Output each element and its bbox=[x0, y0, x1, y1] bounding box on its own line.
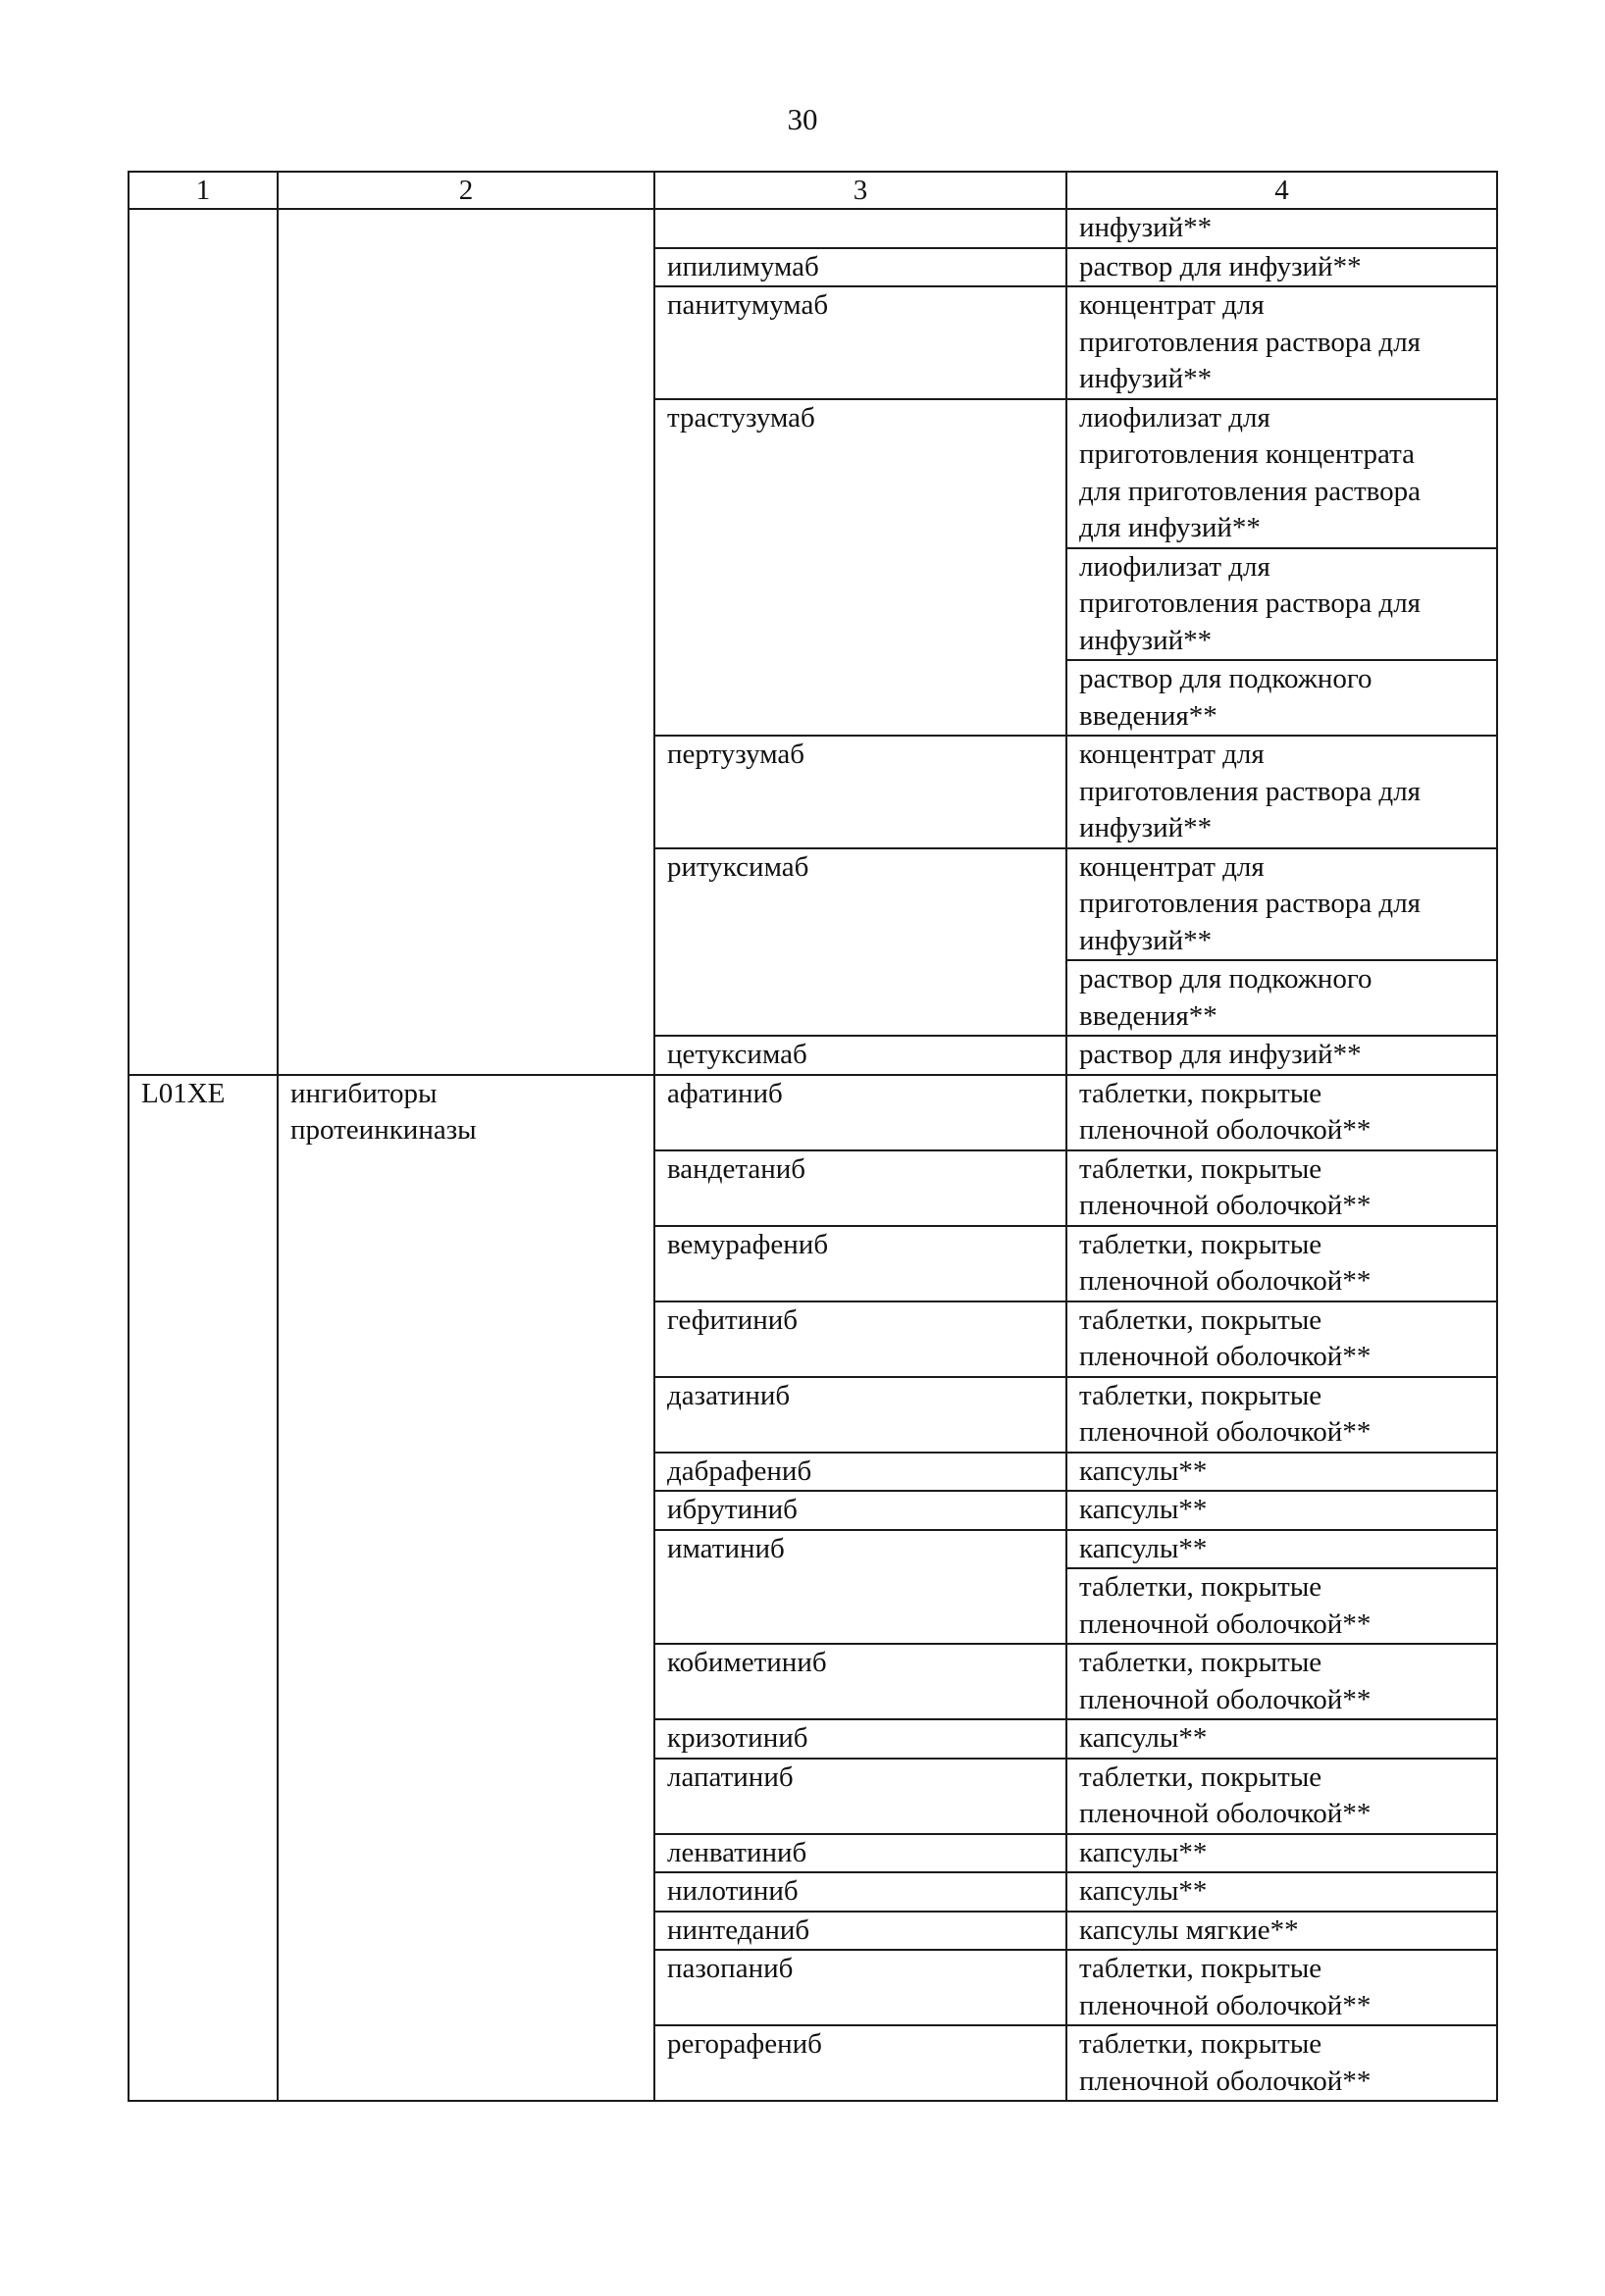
dosage-form-cell: раствор для инфузий** bbox=[1066, 1036, 1497, 1075]
dosage-form-cell: таблетки, покрытые пленочной оболочкой** bbox=[1066, 1377, 1497, 1453]
dosage-form-cell: капсулы** bbox=[1066, 1719, 1497, 1759]
table-row bbox=[129, 1075, 1497, 1150]
atc-code-cell: L01XE bbox=[129, 1075, 278, 2102]
group-name-cell bbox=[278, 209, 654, 1075]
drug-name-cell: кризотиниб bbox=[654, 1719, 1066, 1759]
dosage-form-cell: таблетки, покрытые пленочной оболочкой** bbox=[1066, 1226, 1497, 1301]
atc-code-cell bbox=[129, 209, 278, 1075]
drug-table-body bbox=[129, 172, 1497, 2101]
dosage-form-cell: раствор для инфузий** bbox=[1066, 248, 1497, 287]
table-row bbox=[129, 209, 1497, 248]
dosage-form-cell: таблетки, покрытые пленочной оболочкой** bbox=[1066, 1075, 1497, 1150]
drug-name-cell: пертузумаб bbox=[654, 736, 1066, 848]
dosage-form-cell: таблетки, покрытые пленочной оболочкой** bbox=[1066, 1150, 1497, 1226]
dosage-form-cell: капсулы** bbox=[1066, 1491, 1497, 1530]
dosage-form-cell: концентрат для приготовления раствора для инфузий** bbox=[1066, 848, 1497, 961]
drug-name-cell: гефитиниб bbox=[654, 1301, 1066, 1377]
drug-name-cell: нинтеданиб bbox=[654, 1912, 1066, 1951]
dosage-form-cell: таблетки, покрытые пленочной оболочкой** bbox=[1066, 1759, 1497, 1834]
page-number: 30 bbox=[787, 102, 818, 136]
drug-table bbox=[128, 171, 1498, 2102]
dosage-form-cell: капсулы мягкие** bbox=[1066, 1912, 1497, 1951]
drug-name-cell: вемурафениб bbox=[654, 1226, 1066, 1301]
drug-name-cell: трастузумаб bbox=[654, 399, 1066, 737]
dosage-form-cell: таблетки, покрытые пленочной оболочкой** bbox=[1066, 1568, 1497, 1644]
header-cell-2: 2 bbox=[278, 172, 654, 209]
header-cell-1: 1 bbox=[129, 172, 278, 209]
dosage-form-cell: капсулы** bbox=[1066, 1834, 1497, 1873]
group-name-cell: ингибиторы протеинкиназы bbox=[278, 1075, 654, 2102]
drug-name-cell: ритуксимаб bbox=[654, 848, 1066, 1037]
dosage-form-cell: лиофилизат для приготовления раствора для инфузий** bbox=[1066, 548, 1497, 661]
drug-name-cell: ибрутиниб bbox=[654, 1491, 1066, 1530]
dosage-form-cell: инфузий** bbox=[1066, 209, 1497, 248]
drug-name-cell: регорафениб bbox=[654, 2025, 1066, 2101]
drug-name-cell: нилотиниб bbox=[654, 1872, 1066, 1912]
dosage-form-cell: капсулы** bbox=[1066, 1453, 1497, 1492]
drug-name-cell: иматиниб bbox=[654, 1530, 1066, 1645]
dosage-form-cell: таблетки, покрытые пленочной оболочкой** bbox=[1066, 1950, 1497, 2025]
dosage-form-cell: капсулы** bbox=[1066, 1530, 1497, 1569]
dosage-form-cell: лиофилизат для приготовления концентрата для приготовления раствора для инфузий** bbox=[1066, 399, 1497, 548]
dosage-form-cell: таблетки, покрытые пленочной оболочкой** bbox=[1066, 1644, 1497, 1719]
header-cell-4: 4 bbox=[1066, 172, 1497, 209]
drug-name-cell: пазопаниб bbox=[654, 1950, 1066, 2025]
dosage-form-cell: раствор для подкожного введения** bbox=[1066, 660, 1497, 736]
drug-name-cell: лапатиниб bbox=[654, 1759, 1066, 1834]
drug-name-cell: ипилимумаб bbox=[654, 248, 1066, 287]
drug-name-cell: панитумумаб bbox=[654, 286, 1066, 399]
drug-name-cell: ленватиниб bbox=[654, 1834, 1066, 1873]
dosage-form-cell: раствор для подкожного введения** bbox=[1066, 960, 1497, 1036]
drug-name-cell: вандетаниб bbox=[654, 1150, 1066, 1226]
drug-name-cell: цетуксимаб bbox=[654, 1036, 1066, 1075]
table-header-row bbox=[129, 172, 1497, 209]
drug-name-cell bbox=[654, 209, 1066, 248]
dosage-form-cell: таблетки, покрытые пленочной оболочкой** bbox=[1066, 1301, 1497, 1377]
header-cell-3: 3 bbox=[654, 172, 1066, 209]
dosage-form-cell: концентрат для приготовления раствора для инфузий** bbox=[1066, 286, 1497, 399]
drug-name-cell: дазатиниб bbox=[654, 1377, 1066, 1453]
drug-name-cell: афатиниб bbox=[654, 1075, 1066, 1150]
drug-name-cell: дабрафениб bbox=[654, 1453, 1066, 1492]
dosage-form-cell: капсулы** bbox=[1066, 1872, 1497, 1912]
drug-name-cell: кобиметиниб bbox=[654, 1644, 1066, 1719]
dosage-form-cell: таблетки, покрытые пленочной оболочкой** bbox=[1066, 2025, 1497, 2101]
dosage-form-cell: концентрат для приготовления раствора для инфузий** bbox=[1066, 736, 1497, 848]
